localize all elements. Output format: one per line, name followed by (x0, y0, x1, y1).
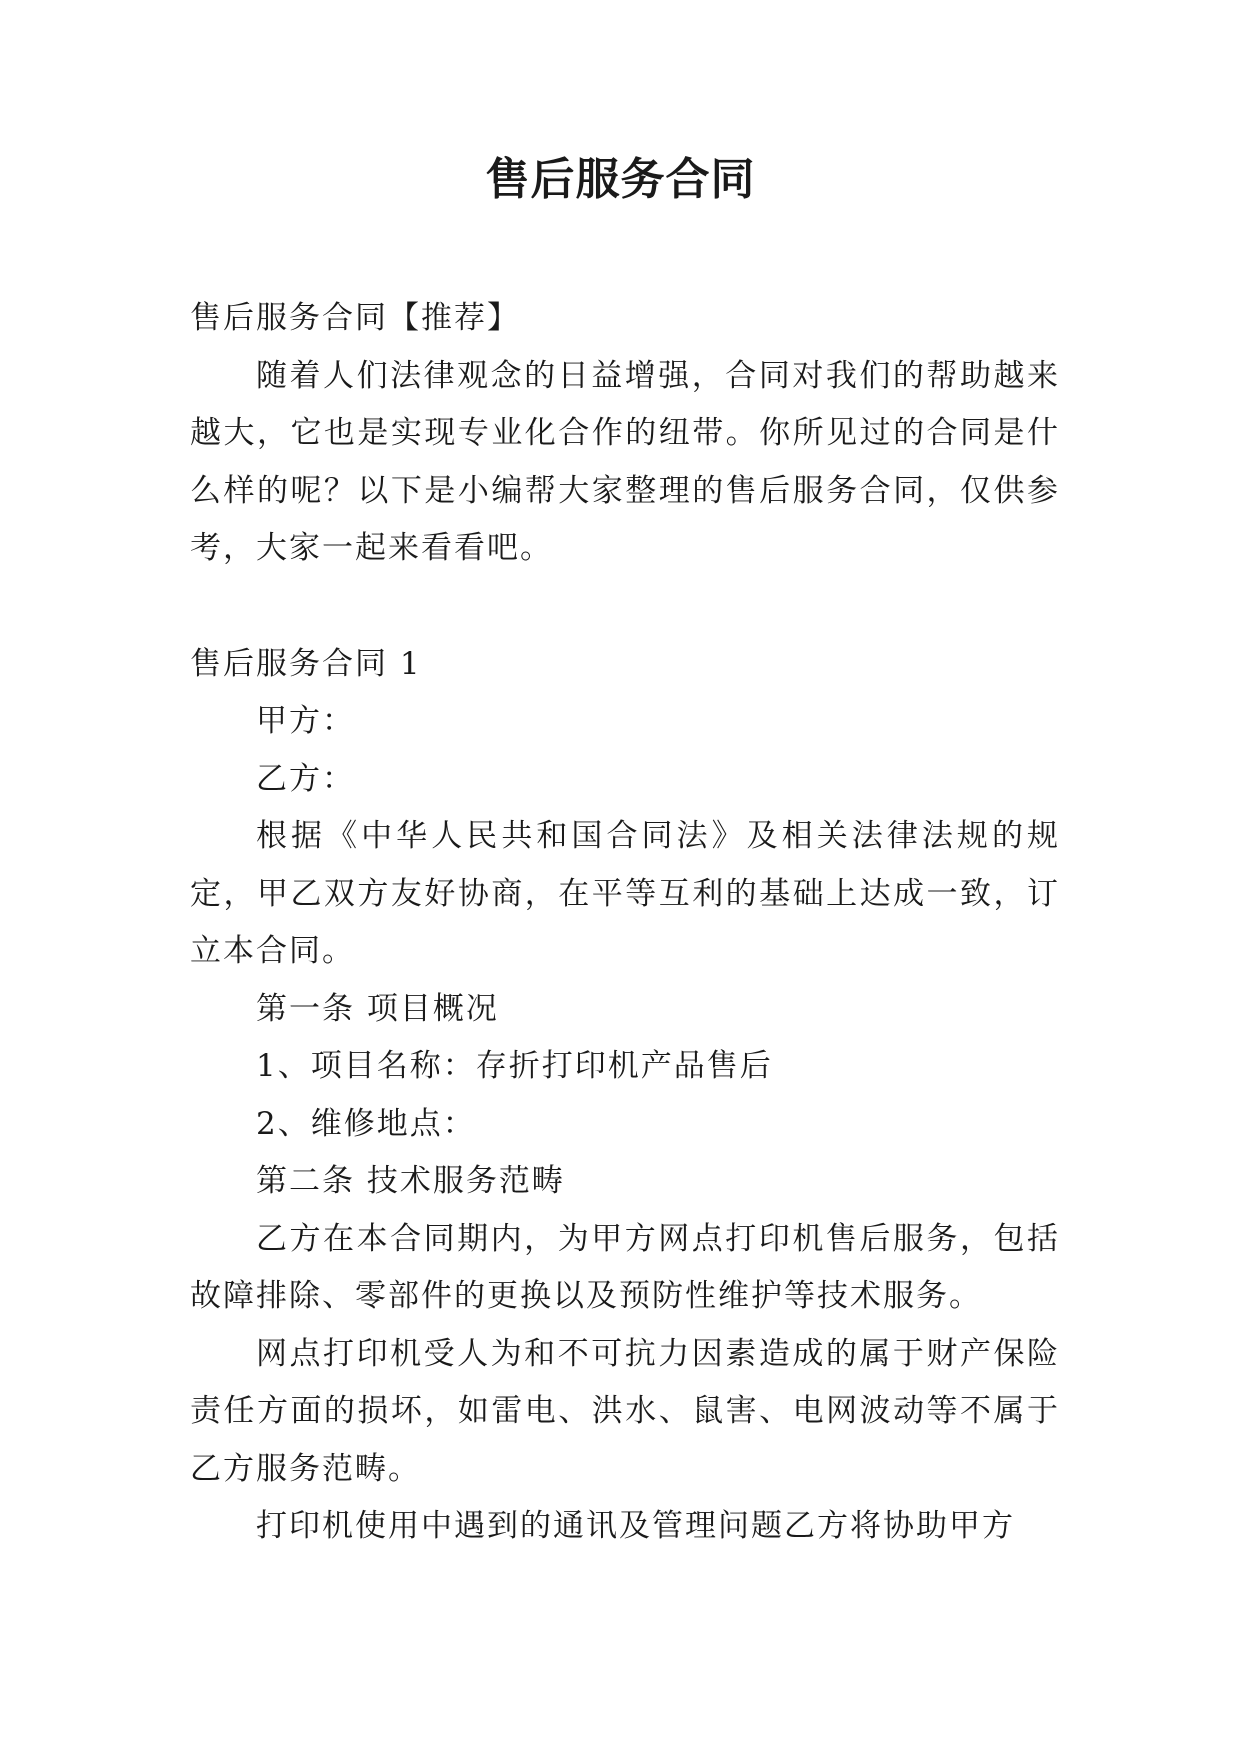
document-subtitle: 售后服务合同【推荐】 (190, 300, 520, 336)
article-1-title: 第一条 项目概况 (256, 990, 499, 1027)
document-body (190, 290, 1060, 1556)
article-1-item-1: 1、项目名称：存折打印机产品售后 (256, 1048, 773, 1084)
party-a-line: 甲方： (256, 703, 355, 739)
party-b-line: 乙方： (256, 760, 355, 797)
article-2-paragraph-1: 乙方在本合同期内，为甲方网点打印机售后服务，包括故障排除、零部件的更换以及预防性维护等技术服务。 (190, 1220, 1060, 1314)
article-1-item-2: 2、维修地点： (256, 1105, 476, 1142)
article-2-paragraph-2: 网点打印机受人为和不可抗力因素造成的属于财产保险责任方面的损坏，如雷电、洪水、鼠害、电网波动等不属于乙方服务范畴。 (190, 1335, 1060, 1487)
article-2-paragraph-3: 打印机使用中遇到的通讯及管理问题乙方将协助甲方 (256, 1508, 1015, 1544)
intro-paragraph: 随着人们法律观念的日益增强，合同对我们的帮助越来越大，它也是实现专业化合作的纽带。你所见过的合同是什么样的呢？以下是小编帮大家整理的售后服务合同，仅供参考，大家一起来看看吧。 (190, 357, 1060, 566)
section-heading: 售后服务合同 1 (190, 645, 422, 682)
basis-paragraph: 根据《中华人民共和国合同法》及相关法律法规的规定，甲乙双方友好协商，在平等互利的基础上达成一致，订立本合同。 (190, 818, 1060, 969)
article-2-title: 第二条 技术服务范畴 (256, 1163, 565, 1199)
document-title: 售后服务合同 (485, 154, 756, 205)
